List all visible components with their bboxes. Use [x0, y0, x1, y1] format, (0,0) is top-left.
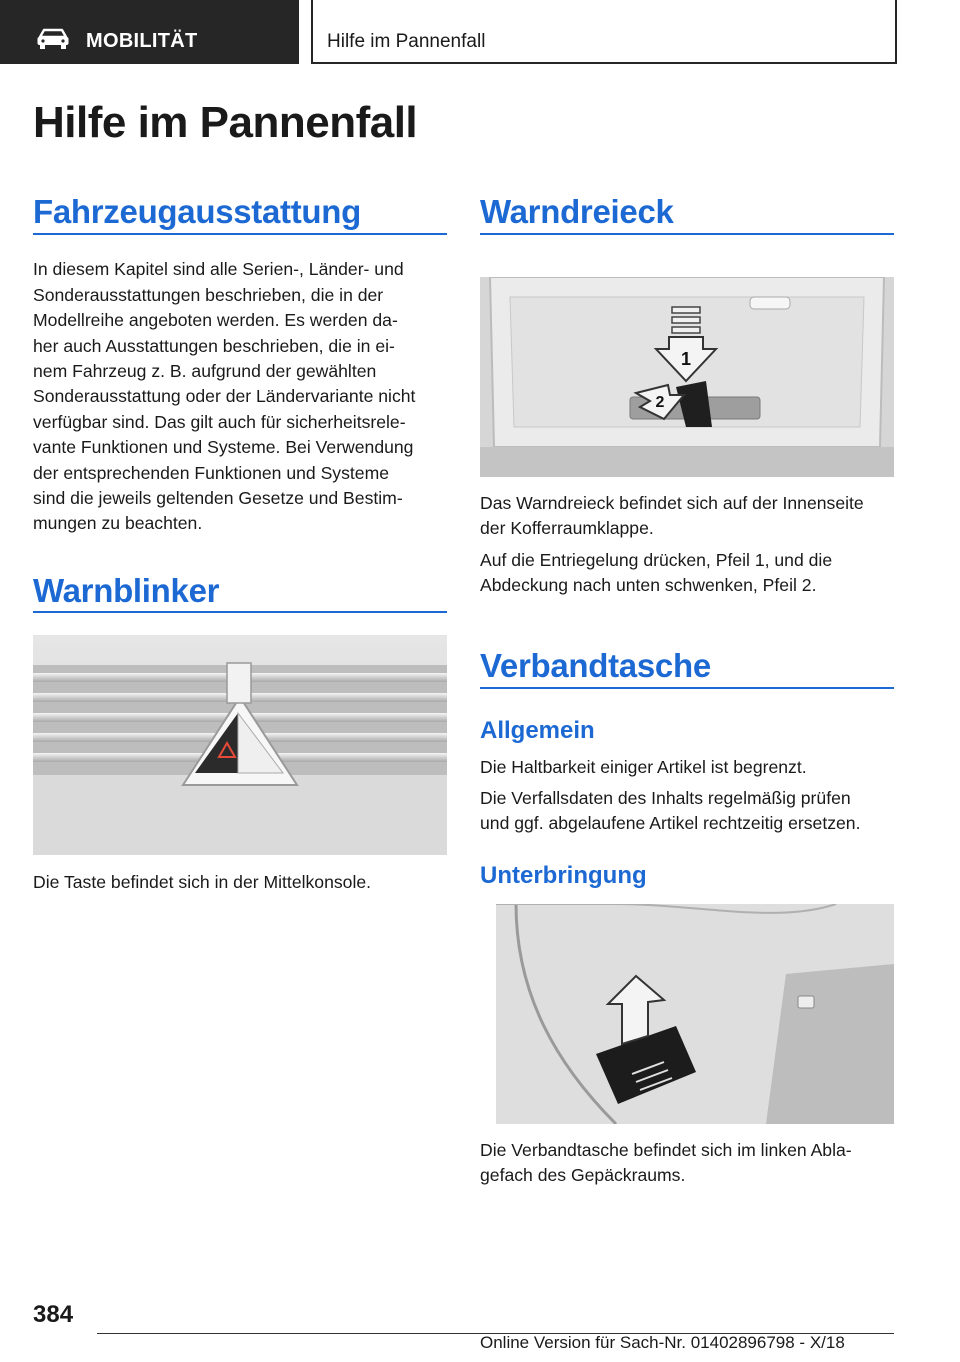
- paragraph-line: verfügbar sind. Das gilt auch für sicherheitsrele-: [33, 412, 406, 432]
- paragraph-line: vante Funktionen und Systeme. Bei Verwendung: [33, 437, 414, 457]
- paragraph-line: In diesem Kapitel sind alle Serien-, Länder- und: [33, 259, 404, 279]
- page-title: Hilfe im Pannenfall: [33, 98, 418, 147]
- paragraph-line: Das Warndreieck befindet sich auf der Innenseite: [480, 493, 864, 513]
- paragraph-line: Abdeckung nach unten schwenken, Pfeil 2.: [480, 575, 817, 595]
- footer-online-version: Online Version für Sach-Nr. 01402896798 - X/18: [480, 1333, 845, 1352]
- paragraph-line: Auf die Entriegelung drücken, Pfeil 1, und die: [480, 550, 833, 570]
- paragraph-line: nem Fahrzeug z. B. aufgrund der gewählten: [33, 361, 377, 381]
- paragraph-line: Modellreihe angeboten werden. Es werden da-: [33, 310, 398, 330]
- paragraph-line: mungen zu beachten.: [33, 513, 203, 533]
- paragraph-line: sind die jeweils geltenden Gesetze und Bestim-: [33, 488, 403, 508]
- heading-warnblinker: Warnblinker: [33, 572, 220, 609]
- heading-unterbringung: Unterbringung: [480, 862, 647, 889]
- heading-rule: [480, 233, 894, 235]
- paragraph-line: Die Verfallsdaten des Inhalts regelmäßig prüfen: [480, 788, 851, 808]
- heading-rule: [33, 611, 447, 613]
- section-tab-mobilitaet[interactable]: [0, 0, 299, 64]
- paragraph-line: der Kofferraumklappe.: [480, 518, 654, 538]
- heading-allgemein: Allgemein: [480, 717, 595, 744]
- arrow-2-label: 2: [655, 394, 665, 411]
- heading-rule: [33, 233, 447, 235]
- hazard-switch-image: [33, 635, 447, 855]
- page-number: 384: [33, 1301, 74, 1328]
- heading-warndreieck: Warndreieck: [480, 193, 674, 230]
- paragraph-line: und ggf. abgelaufene Artikel rechtzeitig ersetzen.: [480, 813, 861, 833]
- paragraph-line: Die Verbandtasche befindet sich im linken Abla-: [480, 1140, 852, 1160]
- trunk-lid-image: [480, 277, 894, 477]
- paragraph-line: gefach des Gepäckraums.: [480, 1165, 686, 1185]
- section-tab-label: MOBILITÄT: [86, 30, 198, 52]
- heading-verbandtasche: Verbandtasche: [480, 647, 711, 684]
- heading-rule: [480, 687, 894, 689]
- paragraph-line: Sonderausstattungen beschrieben, die in der: [33, 285, 384, 305]
- allgemein-paragraph-1: Die Haltbarkeit einiger Artikel ist begrenzt.: [480, 757, 807, 777]
- chapter-tab[interactable]: [311, 0, 897, 64]
- paragraph-line: her auch Ausstattungen beschrieben, die in ei-: [33, 336, 395, 356]
- chapter-tab-label: Hilfe im Pannenfall: [327, 31, 486, 52]
- trunk-compartment-image: [496, 904, 894, 1124]
- heading-fahrzeugausstattung: Fahrzeugausstattung: [33, 193, 361, 230]
- arrow-1-label: 1: [680, 349, 692, 369]
- paragraph-line: der entsprechenden Funktionen und Systeme: [33, 463, 390, 483]
- car-icon: [36, 28, 70, 50]
- paragraph-line: Sonderausstattung oder der Ländervariante nicht: [33, 386, 416, 406]
- warnblinker-caption: Die Taste befindet sich in der Mittelkonsole.: [33, 872, 372, 892]
